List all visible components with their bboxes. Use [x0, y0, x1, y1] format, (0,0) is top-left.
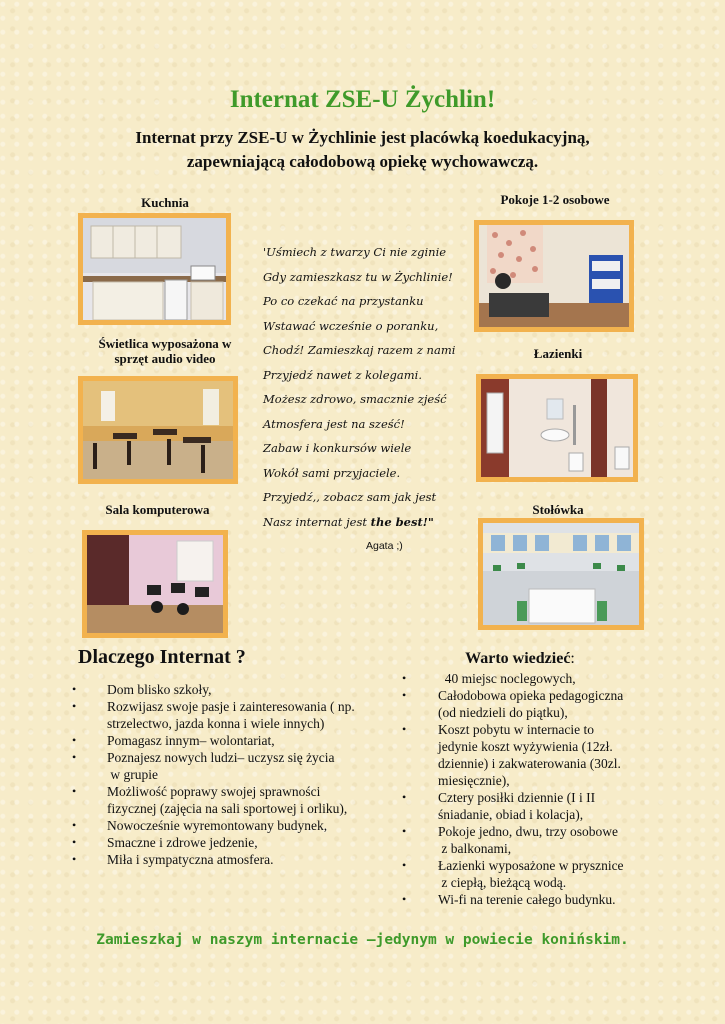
bullet-icon: • — [402, 790, 407, 804]
list-item — [72, 732, 392, 749]
subtitle-line-2: zapewniającą całodobową opiekę wychowawczą. — [186, 152, 539, 171]
list-item-text: strzelectwo, jazda konna i wiele innych) — [107, 716, 325, 731]
poem-line: Przyjedź nawet z kolegami. — [263, 367, 422, 382]
poem-line: Gdy zamieszkasz tu w Żychlinie! — [263, 269, 453, 284]
why-list — [72, 681, 392, 868]
list-item — [402, 670, 702, 687]
list-item — [72, 817, 392, 834]
list-item-text: Dom blisko szkoły, — [107, 682, 212, 697]
facts-heading — [420, 650, 620, 668]
list-item-text: z balkonami, — [438, 841, 512, 856]
list-item-text: Rozwijasz swoje pasje i zainteresowania ( np. — [107, 699, 355, 714]
list-item-text: Całodobowa opieka pedagogiczna — [438, 688, 624, 703]
list-item — [72, 783, 392, 817]
list-item — [402, 687, 702, 721]
bullet-icon: • — [402, 858, 407, 872]
list-item — [402, 857, 702, 891]
list-item — [72, 749, 392, 783]
list-item — [402, 823, 702, 857]
list-item-text: Pokoje jedno, dwu, trzy osobowe — [438, 824, 618, 839]
canteen-image — [483, 523, 639, 625]
poem — [263, 240, 463, 534]
list-item-text: Możliwość poprawy swojej sprawności — [107, 784, 321, 799]
bullet-icon: • — [72, 784, 77, 798]
poem-line: Po co czekać na przystanku — [263, 294, 424, 308]
list-item — [72, 681, 392, 698]
poem-line: 'Uśmiech z twarzy Ci nie zginie — [263, 245, 447, 259]
list-item-text: z ciepłą, bieżącą wodą. — [438, 875, 567, 890]
computer-room-image — [87, 535, 223, 633]
poem-line: Atmosfera jest na sześć! — [263, 416, 405, 431]
common-room-image — [83, 381, 233, 479]
poem-line: Zabaw i konkursów wiele — [263, 441, 412, 455]
list-item — [72, 834, 392, 851]
list-item-text: Łazienki wyposażone w prysznice — [438, 858, 624, 873]
list-item — [402, 891, 702, 908]
list-item-text: Poznajesz nowych ludzi– uczysz się życia — [107, 750, 335, 765]
subtitle-line-1: Internat przy ZSE-U w Żychlinie jest placówką koedukacyjną, — [135, 128, 590, 147]
kitchen-image — [83, 218, 226, 320]
list-item — [72, 851, 392, 868]
poem-author: Agata ;) — [366, 540, 403, 552]
bullet-icon: • — [72, 835, 77, 849]
photo-sala — [82, 530, 228, 638]
footer-slogan: Zamieszkaj w naszym internacie –jedynym w powiecie konińskim. — [96, 932, 629, 948]
bullet-icon: • — [402, 722, 407, 736]
why-heading: Dlaczego Internat ? — [78, 646, 246, 668]
caption-swietlica-line-2: sprzęt audio video — [114, 351, 216, 366]
caption-swietlica — [80, 336, 250, 366]
bullet-icon: • — [72, 733, 77, 747]
room-image — [479, 225, 629, 327]
photo-pokoje — [474, 220, 634, 332]
list-item-text: fizycznej (zajęcia na sali sportowej i orliku), — [107, 801, 348, 816]
poem-line: Przyjedź,, zobacz sam jak jest — [263, 490, 437, 504]
poem-last-line — [263, 510, 463, 535]
list-item-text: Miła i sympatyczna atmosfera. — [107, 852, 274, 867]
list-item-text: miesięcznie), — [438, 773, 510, 788]
bullet-icon: • — [72, 818, 77, 832]
poem-emphasis: the best!" — [370, 514, 434, 529]
facts-list — [402, 670, 702, 908]
list-item-text: dziennie) i zakwaterowania (30zl. — [438, 756, 621, 771]
caption-sala: Sala komputerowa — [105, 502, 210, 517]
photo-lazienki — [476, 374, 638, 482]
photo-swietlica — [78, 376, 238, 484]
list-item — [72, 698, 392, 732]
list-item-text: Nowocześnie wyremontowany budynek, — [107, 818, 328, 833]
list-item-text: 40 miejsc noclegowych, — [438, 671, 576, 686]
caption-swietlica-line-1: Świetlica wyposażona w — [98, 336, 232, 351]
list-item-text: Pomagasz innym– wolontariat, — [107, 733, 275, 748]
list-item-text: Wi-fi na terenie całego budynku. — [438, 892, 616, 907]
caption-kuchnia: Kuchnia — [141, 195, 189, 210]
bullet-icon: • — [402, 688, 407, 702]
list-item — [402, 721, 702, 789]
bullet-icon: • — [402, 671, 407, 685]
bullet-icon: • — [402, 892, 407, 906]
photo-kuchnia — [78, 213, 231, 325]
photo-stolowka — [478, 518, 644, 630]
bullet-icon: • — [72, 699, 77, 713]
list-item-text: (od niedzieli do piątku), — [438, 705, 568, 720]
page-title: Internat ZSE-U Żychlin! — [229, 86, 496, 113]
poem-last-prefix: Nasz internat jest — [263, 514, 371, 529]
list-item-text: Smaczne i zdrowe jedzenie, — [107, 835, 258, 850]
bullet-icon: • — [72, 750, 77, 764]
list-item-text: śniadanie, obiad i kolacja), — [438, 807, 584, 822]
poem-line: Wstawać wcześnie o poranku, — [263, 318, 439, 333]
list-item — [402, 789, 702, 823]
bullet-icon: • — [402, 824, 407, 838]
caption-lazienki: Łazienki — [533, 346, 583, 361]
facts-heading-text: Warto wiedzieć — [465, 650, 571, 667]
poem-line: Chodź! Zamieszkaj razem z nami — [263, 343, 456, 357]
caption-pokoje: Pokoje 1-2 osobowe — [500, 192, 610, 207]
list-item-text: Cztery posiłki dziennie (I i II — [438, 790, 596, 805]
poem-line: Wokół sami przyjaciele. — [263, 465, 401, 480]
bathroom-image — [481, 379, 633, 477]
facts-heading-colon: : — [570, 650, 575, 667]
list-item-text: jedynie koszt wyżywienia (12zł. — [438, 739, 613, 754]
list-item-text: Koszt pobytu w internacie to — [438, 722, 594, 737]
bullet-icon: • — [72, 852, 77, 866]
poem-line: Możesz zdrowo, smacznie zjeść — [263, 392, 447, 406]
caption-stolowka: Stołówka — [532, 502, 584, 517]
page-subtitle — [40, 126, 685, 174]
bullet-icon: • — [72, 682, 77, 696]
list-item-text: w grupie — [107, 767, 158, 782]
